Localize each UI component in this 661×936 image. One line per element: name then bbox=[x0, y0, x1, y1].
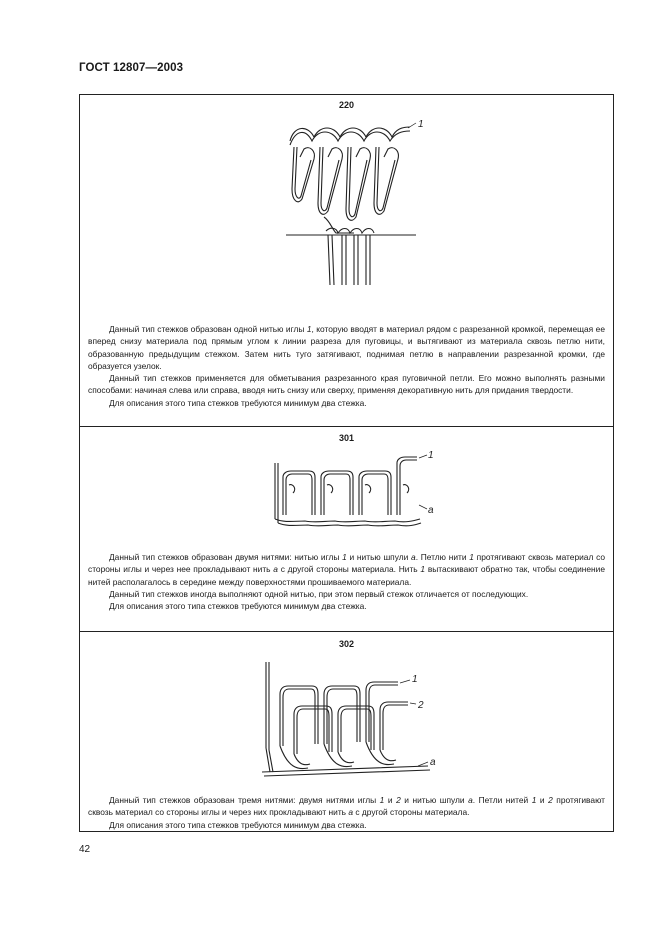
thread-label-a: a bbox=[430, 757, 436, 768]
thread-label-2: 2 bbox=[418, 700, 424, 711]
stitch-220-diagram bbox=[280, 117, 430, 312]
paragraph: Для описания этого типа стежков требуются минимум два стежка. bbox=[109, 601, 367, 612]
thread-label-1: 1 bbox=[412, 674, 418, 685]
paragraph: Данный тип стежков применяется для обметывания разрезанного края пуговичной петли. Его можно выполнять разными способами: начиная слева или справа, вводя нить снизу или сверху, применяя декоративную нить для придания твердости. bbox=[88, 373, 605, 396]
thread-label-1: 1 bbox=[428, 450, 434, 461]
thread-label-a: a bbox=[428, 505, 434, 516]
stitch-section-220 bbox=[80, 95, 613, 427]
paragraph: Данный тип стежков образован тремя нитями: двумя нитями иглы 1 и 2 и нитью шпули a. Петли нитей 1 и 2 протягивают сквозь материал со стороны иглы и через них прокладывают нить a с другой стороны материала. bbox=[88, 795, 606, 818]
stitch-number: 301 bbox=[338, 433, 355, 443]
stitch-301-diagram bbox=[265, 449, 440, 539]
thread-label-1: 1 bbox=[418, 119, 424, 130]
section-text bbox=[88, 794, 605, 831]
stitch-number: 302 bbox=[338, 639, 355, 649]
stitch-302-diagram bbox=[258, 658, 458, 786]
stitch-number: 220 bbox=[338, 100, 355, 110]
paragraph: Данный тип стежков образован двумя нитями: нитью иглы 1 и нитью шпули a. Петлю нити 1 протягивают сквозь материал со стороны иглы и через нее прокладывают нить a с другой стороны материала. Нить 1 вытаскивают обратно так, чтобы соединение нитей располагалось в середине между поверхностями прошиваемого материала. bbox=[88, 552, 606, 587]
content-table bbox=[79, 94, 614, 832]
document-header: ГОСТ 12807—2003 bbox=[79, 62, 184, 74]
paragraph: Для описания этого типа стежков требуются минимум два стежка. bbox=[109, 397, 367, 408]
paragraph: Данный тип стежков иногда выполняют одной нитью, при этом первый стежок отличается от последующих. bbox=[109, 588, 529, 599]
stitch-section-301 bbox=[80, 427, 613, 632]
section-text bbox=[88, 551, 605, 612]
thread-loops bbox=[286, 127, 416, 285]
stitch-section-302 bbox=[80, 632, 613, 833]
page-number: 42 bbox=[79, 844, 91, 855]
section-text bbox=[88, 323, 605, 409]
paragraph: Данный тип стежков образован одной нитью иглы 1, которую вводят в материал рядом с разрезанной кромкой, перемещая ее вперед снизу материала под прямым углом к линии разреза для пуговицы, и вытягивают из материала сквозь петлю нити, образованную предыдущим стежком. Затем нить туго затягивают, поднимая петлю в направлении разрезанной кромки, где образуется узелок. bbox=[88, 324, 605, 371]
paragraph: Для описания этого типа стежков требуются минимум два стежка. bbox=[109, 819, 367, 830]
